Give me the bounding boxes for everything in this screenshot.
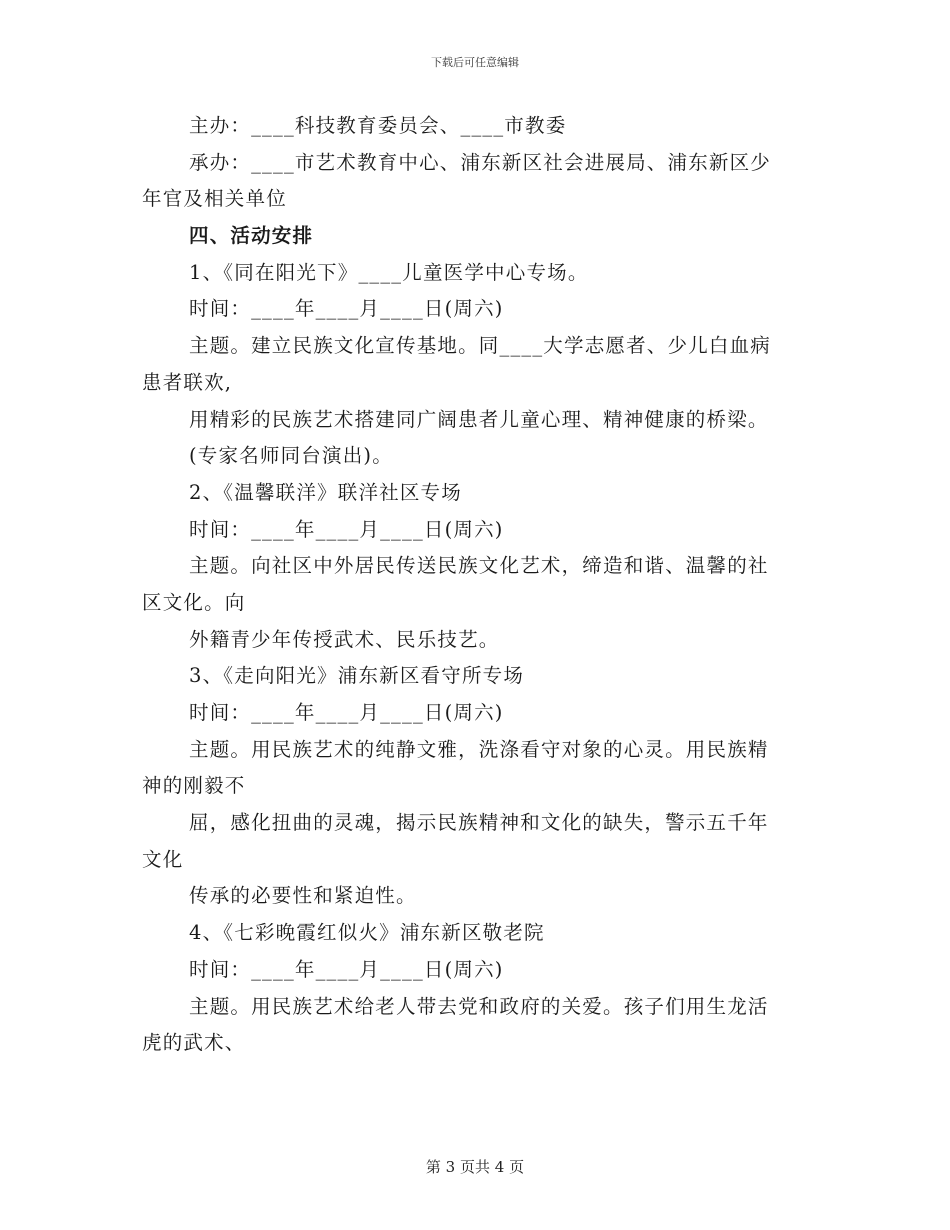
- event-4-title: 4、《七彩晚霞红似火》浦东新区敬老院: [189, 921, 545, 945]
- event-1-title: 1、《同在阳光下》____儿童医学中心专场。: [189, 260, 589, 284]
- event-1-theme-line2: 用精彩的民族艺术搭建同广阔患者儿童心理、精神健康的桥梁。: [189, 407, 769, 431]
- event-4-theme-cont: 虎的武术、: [142, 1031, 246, 1055]
- event-3-theme-line2-cont: 文化: [142, 847, 184, 871]
- event-2-theme-cont: 区文化。向: [142, 590, 246, 614]
- event-2-title: 2、《温馨联洋》联洋社区专场: [189, 480, 462, 504]
- page-header: 下载后可任意编辑: [431, 56, 519, 69]
- event-2-theme: 主题。向社区中外居民传送民族文化艺术，缔造和谐、温馨的社: [189, 554, 769, 578]
- section-heading: 四、活动安排: [189, 224, 314, 248]
- event-4-theme: 主题。用民族艺术给老人带去党和政府的关爱。孩子们用生龙活: [189, 994, 769, 1018]
- event-4-time: 时间：____年____月____日(周六): [189, 957, 504, 981]
- event-3-theme-line2: 屈，感化扭曲的灵魂，揭示民族精神和文化的缺失，警示五千年: [189, 811, 769, 835]
- event-3-theme-cont: 神的刚毅不: [142, 774, 246, 798]
- event-2-time: 时间：____年____月____日(周六): [189, 517, 504, 541]
- organizer-line: 主办：____科技教育委员会、____市教委: [189, 114, 567, 137]
- event-1-theme-cont: 患者联欢,: [142, 370, 233, 394]
- co-organizer-line-cont: 年官及相关单位: [142, 187, 287, 211]
- event-1-theme: 主题。建立民族文化宣传基地。同____大学志愿者、少儿白血病: [189, 334, 772, 358]
- event-3-theme-line3: 传承的必要性和紧迫性。: [189, 884, 417, 908]
- event-3-title: 3、《走向阳光》浦东新区看守所专场: [189, 664, 525, 688]
- page-footer: 第 3 页共 4 页: [425, 1158, 525, 1176]
- event-1-time: 时间：____年____月____日(周六): [189, 297, 504, 321]
- event-3-theme: 主题。用民族艺术的纯静文雅，洗涤看守对象的心灵。用民族精: [189, 737, 769, 761]
- event-1-note: (专家名师同台演出)。: [189, 444, 393, 468]
- event-3-time: 时间：____年____月____日(周六): [189, 701, 504, 724]
- event-2-theme-line2: 外籍青少年传授武术、民乐技艺。: [189, 627, 500, 651]
- co-organizer-line: 承办：____市艺术教育中心、浦东新区社会进展局、浦东新区少: [189, 150, 772, 174]
- document-body: [142, 108, 802, 1062]
